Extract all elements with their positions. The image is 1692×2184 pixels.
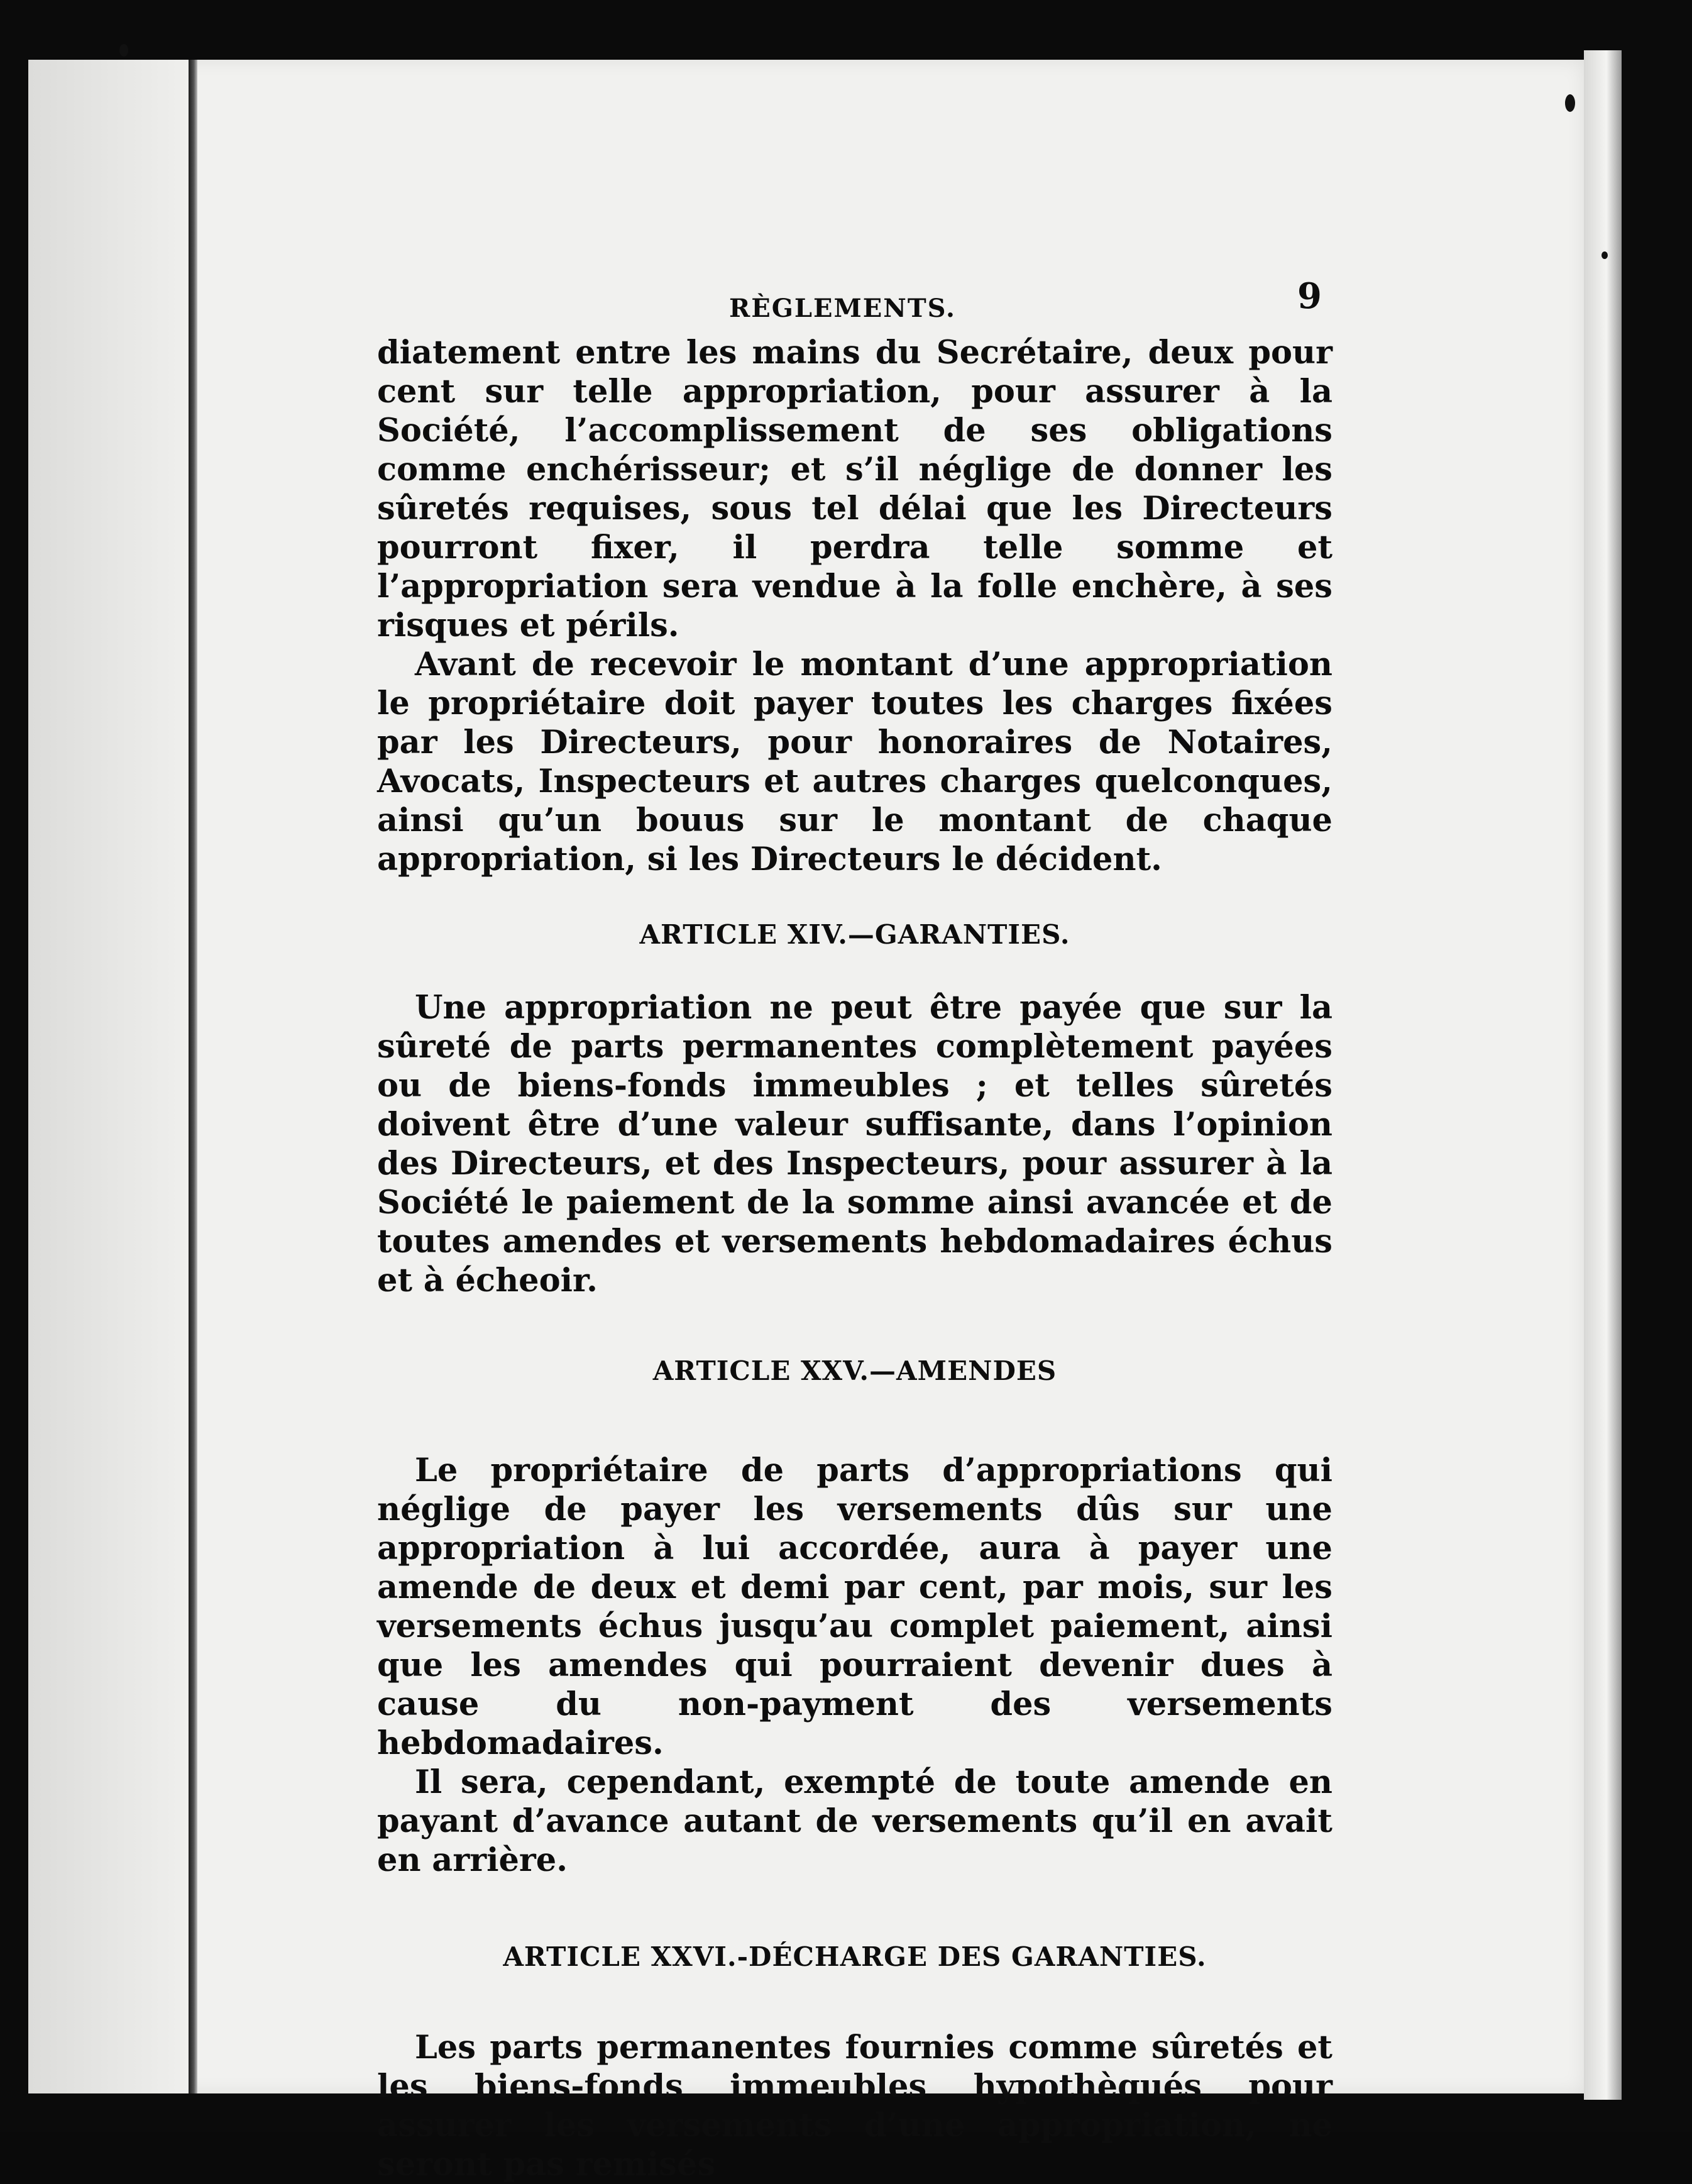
binding-gutter bbox=[189, 60, 197, 2093]
heading-article-xxvi: ARTICLE XXVI.-DÉCHARGE DES GARANTIES. bbox=[503, 1941, 1207, 1972]
paragraph-garanties: Une appropriation ne peut être payée que sur la sûreté de parts permanentes complètement payées ou de biens-fonds immeubles ; et telles sûretés doivent être d’une valeur suffisante, dans l’opinion des Directeurs, et des Inspecteurs, pour assurer à la Société le paiement de la somme ainsi avancée et de toutes amendes et versements hebdomadaires échus et à écheoir. bbox=[377, 989, 1332, 1299]
paragraph-exemption: Il sera, cependant, exempté de toute amende en payant d’avance autant de versements qu’il en avait en arrière. bbox=[377, 1763, 1332, 1879]
scan-speck bbox=[119, 44, 128, 57]
paragraph-avant: Avant de recevoir le montant d’une appropriation le propriétaire doit payer toutes les charges fixées par les Directeurs, pour honoraires de Notaires, Avocats, Inspecteurs et autres charges quelconques, ainsi qu’un bouus sur le montant de chaque appropriation, si les Directeurs le décident. bbox=[377, 646, 1332, 878]
scan-speck bbox=[1601, 251, 1608, 259]
running-head-title: RÈGLEMENTS. bbox=[729, 294, 956, 323]
page-number: 9 bbox=[1297, 275, 1323, 317]
running-head bbox=[377, 277, 1332, 333]
paragraph-continuation: diatement entre les mains du Secrétaire, deux pour cent sur telle appropriation, pour assurer à la Société, l’accomplissement de ses obligations comme enchérisseur; et s’il néglige de donner les sûretés requises, sous tel délai que les Directeurs pourront fixer, il perdra telle somme et l’appropriation sera vendue à la folle enchère, à ses risques et périls. bbox=[377, 334, 1332, 644]
gutter-shade bbox=[28, 60, 189, 2093]
scan-speck bbox=[1565, 94, 1575, 112]
page-edge bbox=[1584, 50, 1622, 2100]
paragraph-amendes: Le propriétaire de parts d’appropriations qui néglige de payer les versements dûs sur une appropriation à lui accordée, aura à payer une amende de deux et demi par cent, par mois, sur les versements échus jusqu’au complet paiement, ainsi que les amendes qui pourraient devenir dues à cause du non-payment des versements hebdomadaires. bbox=[377, 1452, 1332, 1762]
page-content bbox=[377, 277, 1332, 2184]
paragraph-decharge: Les parts permanentes fournies comme sûretés et les biens-fonds immeubles hypothèqués pour assurer les versements d’une appropriation, ne seront pas remisés bbox=[377, 2029, 1332, 2183]
heading-article-xxv: ARTICLE XXV.—AMENDES bbox=[652, 1355, 1057, 1386]
heading-article-xiv: ARTICLE XIV.—GARANTIES. bbox=[639, 919, 1070, 950]
